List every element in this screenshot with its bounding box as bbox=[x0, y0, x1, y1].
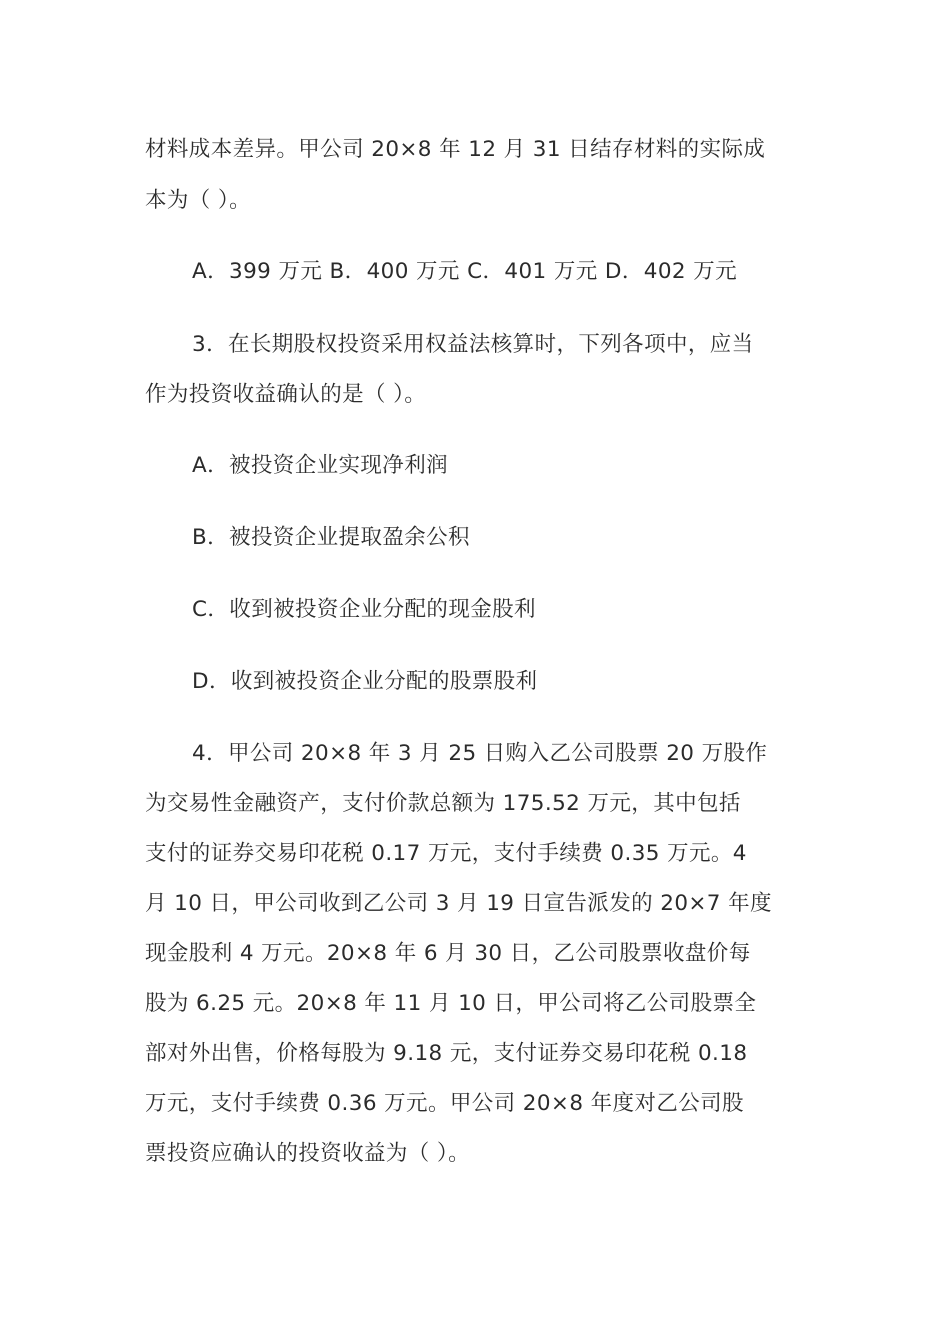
q3-option-a: A．被投资企业实现净利润 bbox=[192, 453, 449, 478]
q4-stem-line-5: 现金股利 4 万元。20×8 年 6 月 30 日，乙公司股票收盘价每 bbox=[145, 941, 751, 966]
q3-stem-line-2: 作为投资收益确认的是（ ）。 bbox=[145, 382, 427, 407]
q4-stem-line-4: 月 10 日，甲公司收到乙公司 3 月 19 日宣告派发的 20×7 年度 bbox=[145, 891, 772, 916]
q4-stem-line-3: 支付的证券交易印花税 0.17 万元，支付手续费 0.35 万元。4 bbox=[145, 841, 747, 866]
q4-stem-line-1: 4．甲公司 20×8 年 3 月 25 日购入乙公司股票 20 万股作 bbox=[192, 741, 768, 766]
q4-stem-line-8: 万元，支付手续费 0.36 万元。甲公司 20×8 年度对乙公司股 bbox=[145, 1091, 744, 1116]
q3-option-c: C．收到被投资企业分配的现金股利 bbox=[192, 597, 536, 622]
q4-stem-line-6: 股为 6.25 元。20×8 年 11 月 10 日，甲公司将乙公司股票全 bbox=[145, 991, 757, 1016]
q3-option-b: B．被投资企业提取盈余公积 bbox=[192, 525, 470, 550]
q3-option-d: D．收到被投资企业分配的股票股利 bbox=[192, 669, 538, 694]
q2-options: A．399 万元 B．400 万元 C．401 万元 D．402 万元 bbox=[192, 259, 738, 284]
q4-stem-line-7: 部对外出售，价格每股为 9.18 元，支付证券交易印花税 0.18 bbox=[145, 1041, 748, 1066]
q2-stem-line-1: 材料成本差异。甲公司 20×8 年 12 月 31 日结存材料的实际成 bbox=[145, 137, 766, 162]
q2-stem-line-2: 本为（ ）。 bbox=[145, 188, 251, 213]
q4-stem-line-9: 票投资应确认的投资收益为（ ）。 bbox=[145, 1141, 470, 1166]
q3-stem-line-1: 3．在长期股权投资采用权益法核算时，下列各项中，应当 bbox=[192, 332, 754, 357]
q4-stem-line-2: 为交易性金融资产，支付价款总额为 175.52 万元，其中包括 bbox=[145, 791, 741, 816]
